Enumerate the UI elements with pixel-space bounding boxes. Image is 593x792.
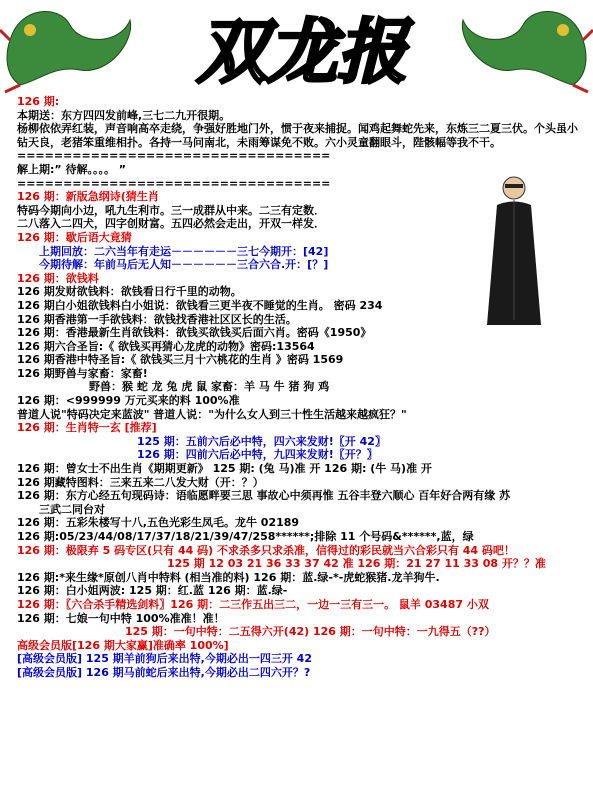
text-line: 126 期香港第一手欲钱料：欲钱找香港社区区长的生活。 [17,312,297,326]
text-line: 126 期野兽与家畜：家畜! [17,366,148,380]
text-line: 126 期:*来生缘*原创八肖中特料 (相当准的料) 126 期：蓝.绿-*-虎蛇猴猪.龙羊狗牛. [17,570,440,584]
text-line: 126 期：东方心经五句现码诗：语临愿畔要三思 事故心中须再惟 五谷丰登六顺心 百年好合两有缘 苏 [17,489,511,503]
text-line: 126 期: [17,95,60,108]
text-line: 126 期:05/23/44/08/17/37/18/21/39/47/258******;排除 11 个号码&******,蓝，绿 [17,530,474,543]
header-banner [0,0,593,95]
text-line: 125 期：一句中特：二五得六开(42) 126 期：一句中特：一九得五（??） [125,625,496,639]
left-dragon-icon [0,11,131,92]
text-line: 126 期：七娘一句中特 100%准准！准！ [17,611,225,625]
text-line: 普道人说"特码决定来蓝波" 普道人说："为什么女人到三十性生活越来越疯狂？" [17,407,407,421]
text-line: 126 期发财欲钱料：欲钱看日行千里的动物。 [17,285,242,299]
text-line: [高级会员版] 126 期马前蛇后来出特,今期必出二四六开？? [17,665,311,679]
text-line: 126 期：欲钱料 [17,271,99,285]
text-line: 126 期：新版急纲诗(猜生肖 [17,190,159,204]
text-line: 本期送：东方四四发前峰,三七二九开很期。 [17,108,231,122]
text-line: [高级会员版] 125 期羊前狗后来出特,今期必出一四三开 42 [17,652,312,666]
text-line: 126 期：白小姐两波: 125 期：红.蓝 126 期：蓝.绿- [17,584,288,598]
text-line: 125 期 12 03 21 36 33 37 42 准 126 期：21 27 11 33 08 开？？准 [167,557,546,571]
title-logo [165,8,440,88]
text-line: 上期回放：二六当年有走运－－－－－－三七今期开：[42] [39,244,329,258]
svg-text:双龙报: 双龙报 [197,10,407,88]
text-line: 126 期：香港最新生肖欲钱料：欲钱买欲钱买后面六肖。密码《1950》 [17,326,372,340]
text-line: 126 期：<999999 万元买来的料 100%准 [17,394,240,408]
text-line: 126 期：歇后语大竟猜 [17,230,132,244]
text-line: 高级会员版[126 期大家赢]准确率 100%] [17,638,229,652]
text-line: 解上期:” 待解。。。。 ” [17,162,127,176]
text-line: 126 期香港中特圣旨:《 欲钱买三月十六桃花的生肖 》密码 1569 [17,353,344,367]
text-line: 今期待解：年前马后无人知－－－－－－三合六合.开：[？] [39,258,329,272]
text-line: 126 期：〖六合杀手精选剑料〗126 期：二三作五出三二，一边一三有三一。 鼠羊 03487 小双 [17,597,489,611]
text-line: 野兽：猴 蛇 龙 兔 虎 鼠 家畜：羊 马 牛 猪 狗 鸡 [89,380,330,394]
text-line: 126 期六合圣旨:《 欲钱买再猜心龙虎的动物》密码:13564 [17,339,315,353]
text-line: ================================== [17,149,331,163]
text-line: 126 期：四前六后必中特，九四来发财!〖开？〗 [137,448,378,462]
text-line: 126 期：生肖特一玄 [推荐] [17,421,157,435]
text-line: 杨柳依依弄红装，声音响高卒走绕，争强好胜地门外，惯于夜来捕捉。闻鸡起舞蛇先来，东炼三二夏三伏。个头虽小钻天良，老猪笨重维相扑。各持一马问南北，未雨筹谋免不败。六小灵童翻眼斗，陛骸幅等我不干。 [17,122,578,149]
text-line: 126 期：五彩朱楼写十八,五色光彩生凤毛。龙牛 02189 [17,516,300,530]
text-line: 三武二同台对 [39,502,105,516]
right-dragon-icon [462,11,593,92]
text-line: 126 期白小姐欲钱料白小姐说：欲钱看三更半夜不睡觉的生肖。 密码 234 [17,298,383,312]
text-line: ================================== [17,176,331,190]
text-line: 特码今期向小边，吼九生利市。三一成群从中来。二三有定数． [17,203,325,217]
text-line: 126 期藏特图料：三来五来二八发大财（开：？） [17,475,264,489]
person-illustration [483,170,545,330]
text-line: 二八落入二四犬，四字创财富。五四必然会走出，开双一样发． [17,217,325,231]
text-line: 126 期：极限弃 5 码专区(只有 44 码) 不求杀多只求杀准，信得过的彩民就当六合彩只有 44 码吧！ [17,543,515,557]
text-line: 126 期：曾女士不出生肖《期期更新》 125 期: (兔 马)准 开 126 期: (牛 马)准 开 [17,462,432,476]
text-line: 125 期：五前六后必中特，四六来发财!〖开 42〗 [137,434,386,448]
